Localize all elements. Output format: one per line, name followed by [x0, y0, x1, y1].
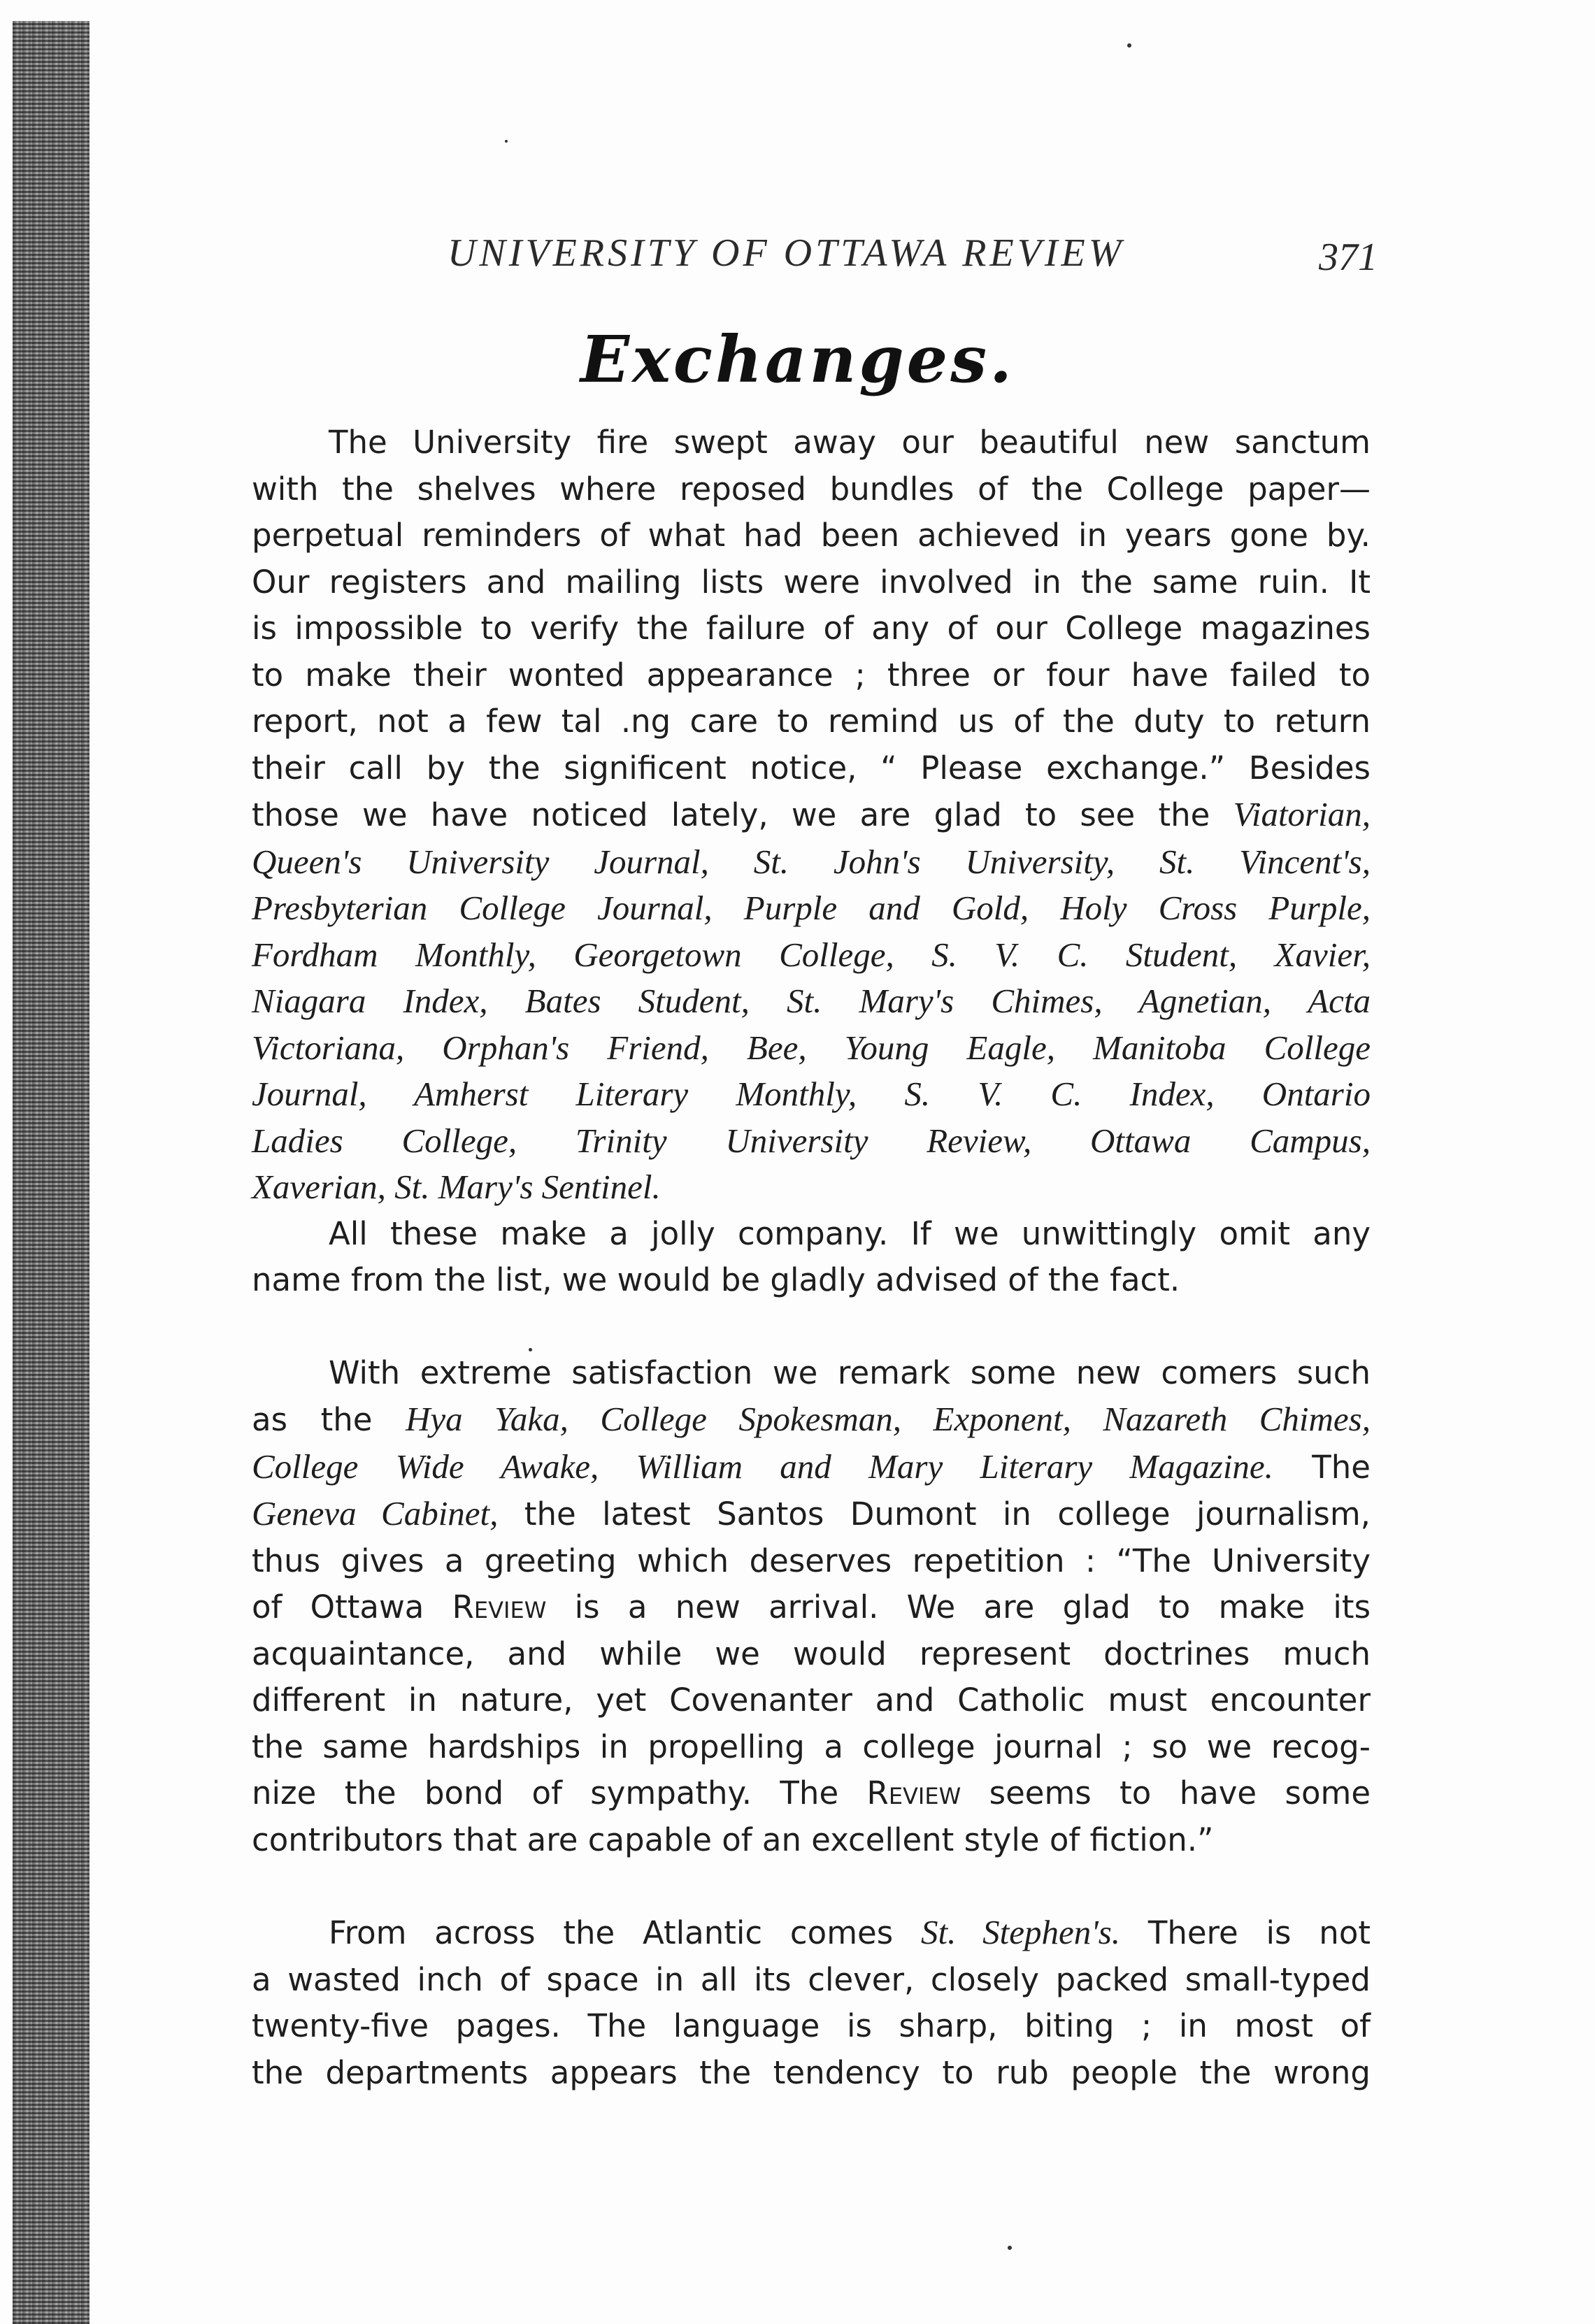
publication-title: St. Stephen's. — [921, 1913, 1121, 1951]
text-line: report, not a few tal .ng care to remind us of the duty to return — [252, 703, 1371, 740]
text-line: the same hardships in propelling a college journal ; so we recog- — [252, 1728, 1371, 1765]
text-line: thus gives a greeting which deserves repetition : “The University — [252, 1542, 1371, 1579]
publication-title: Geneva Cabinet, — [252, 1494, 499, 1533]
text-line: the departments appears the tendency to rub people the wrong — [252, 2053, 1371, 2091]
publication-list-line: Fordham Monthly, Georgetown College, S. V. C. Student, Xavier, — [252, 935, 1371, 974]
paragraph-2 — [252, 1211, 1371, 1304]
text-line: perpetual reminders of what had been achieved in years gone by. — [252, 517, 1371, 554]
text-line — [252, 1584, 1371, 1631]
text-line: is impossible to verify the failure of any of our College magazines — [252, 610, 1371, 647]
running-head: UNIVERSITY OF OTTAWA REVIEW — [448, 231, 1125, 275]
text-line: to make their wonted appearance ; three or four have failed to — [252, 656, 1371, 694]
page-number: 371 — [1319, 236, 1378, 279]
text-line: Our registers and mailing lists were involved in the same ruin. It — [252, 563, 1371, 601]
text-line: with the shelves where reposed bundles of the College paper— — [252, 470, 1371, 508]
text-line: different in nature, yet Covenanter and Catholic must encounter — [252, 1681, 1371, 1719]
text-line — [252, 1491, 1371, 1538]
text-run: There is not — [1147, 1914, 1371, 1951]
text-line — [252, 1909, 1371, 1957]
text-run: From across the Atlantic comes — [329, 1914, 894, 1951]
text-run: is a new arrival. We are glad to make its — [574, 1588, 1371, 1626]
text-line — [252, 1396, 1371, 1444]
text-line: their call by the significent notice, “ Please exchange.” Besides — [252, 749, 1371, 787]
text-line — [252, 1770, 1371, 1817]
scan-speck — [505, 140, 508, 143]
text-run: those we have noticed lately, we are glad to see the — [252, 796, 1210, 833]
paragraph-1 — [252, 419, 1371, 1211]
text-line: All these make a jolly company. If we unwittingly omit any — [329, 1214, 1371, 1252]
text-run: The — [1312, 1448, 1371, 1486]
text-line: With extreme satisfaction we remark some new comers such — [329, 1354, 1371, 1391]
text-run: the latest Santos Dumont in college journalism, — [524, 1495, 1371, 1533]
text-run: seems to have some — [989, 1774, 1371, 1812]
paragraph-4 — [252, 1909, 1371, 2096]
small-caps-run: Review — [866, 1774, 961, 1812]
publication-list-line: Xaverian, St. Mary's Sentinel. — [252, 1168, 661, 1206]
publication-list-line: Journal, Amherst Literary Monthly, S. V. C. Index, Ontario — [252, 1075, 1371, 1113]
section-title: Exchanges. — [580, 322, 1015, 397]
publication-list-line: Ladies College, Trinity University Review, Ottawa Campus, — [252, 1121, 1371, 1160]
text-line: a wasted inch of space in all its clever, closely packed small-typed — [252, 1960, 1371, 1998]
text-line: name from the list, we would be gladly advised of the fact. — [252, 1261, 1180, 1298]
scan-speck — [1127, 43, 1131, 48]
text-run: as the — [252, 1401, 373, 1438]
page-header — [448, 231, 1378, 287]
publication-list-line: Queen's University Journal, St. John's University, St. Vincent's, — [252, 842, 1371, 881]
paragraph-gap — [252, 1304, 1371, 1350]
publication-title: Viatorian, — [1233, 795, 1371, 833]
text-line: contributors that are capable of an excellent style of fiction.” — [252, 1821, 1214, 1858]
paragraph-gap — [252, 1863, 1371, 1909]
publication-list-line: Niagara Index, Bates Student, St. Mary's Chimes, Agnetian, Acta — [252, 982, 1371, 1020]
text-line: The University fire swept away our beautiful new sanctum — [329, 424, 1371, 461]
scan-speck — [529, 1348, 532, 1351]
publication-title: College Wide Awake, William and Mary Literary Magazine. — [252, 1447, 1273, 1486]
text-run: nize the bond of sympathy. The — [252, 1774, 839, 1812]
paragraph-3 — [252, 1350, 1371, 1864]
small-caps-run: Review — [452, 1588, 547, 1626]
scan-speck — [1008, 2246, 1012, 2250]
article-body — [252, 419, 1371, 2096]
publication-list-line: Victoriana, Orphan's Friend, Bee, Young Eagle, Manitoba College — [252, 1028, 1371, 1067]
text-run: of Ottawa — [252, 1588, 424, 1626]
text-line: acquaintance, and while we would represent doctrines much — [252, 1635, 1371, 1672]
publication-list-line: Presbyterian College Journal, Purple and Gold, Holy Cross Purple, — [252, 889, 1371, 927]
text-line: twenty-five pages. The language is sharp, biting ; in most of — [252, 2007, 1371, 2044]
text-line — [252, 791, 1371, 839]
text-line — [252, 1444, 1371, 1491]
publication-title: Hya Yaka, College Spokesman, Exponent, Nazareth Chimes, — [406, 1400, 1371, 1438]
